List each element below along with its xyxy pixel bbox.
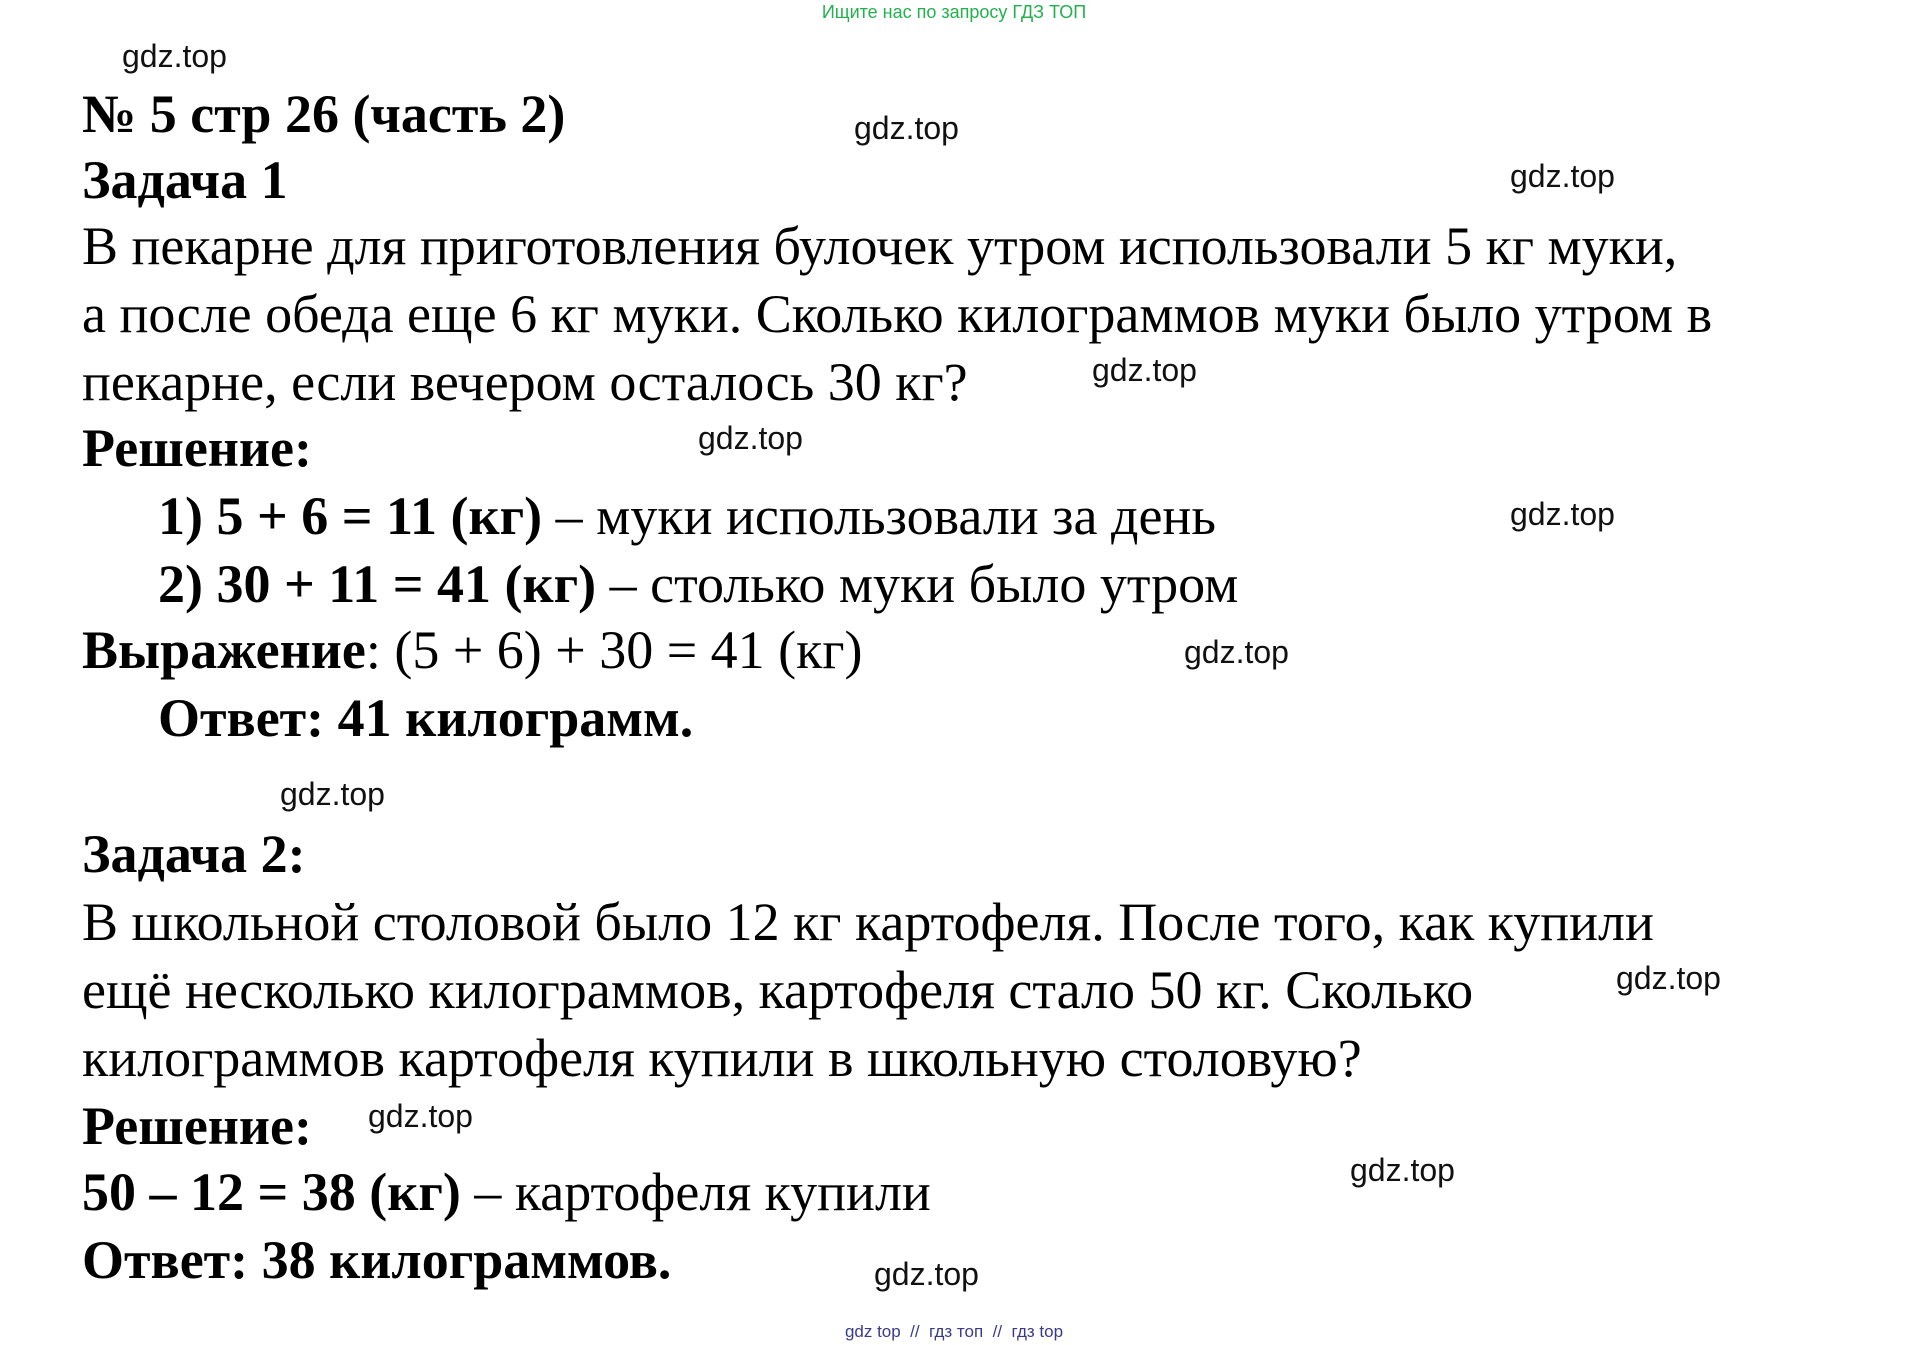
watermark: gdz.top bbox=[122, 38, 227, 74]
watermark: gdz.top bbox=[1616, 960, 1721, 996]
watermark: gdz.top bbox=[854, 110, 959, 146]
step-description: – столько муки было утром bbox=[596, 554, 1239, 614]
task1-expression bbox=[82, 620, 863, 680]
task1-step bbox=[158, 554, 1238, 614]
footer-links: gdz top // гдз топ // гдз top bbox=[844, 1322, 1064, 1341]
page-title: № 5 стр 26 (часть 2) bbox=[82, 84, 566, 144]
step-expression: 30 + 11 = 41 (кг) bbox=[216, 554, 597, 614]
watermark: gdz.top bbox=[1092, 352, 1197, 388]
step-expression: 5 + 6 = 11 (кг) bbox=[216, 486, 543, 546]
task1-heading: Задача 1 bbox=[82, 150, 288, 210]
task1-text-line: пекарне, если вечером осталось 30 кг? bbox=[82, 352, 968, 412]
task2-solution-label: Решение: bbox=[82, 1096, 312, 1156]
watermark: gdz.top bbox=[698, 420, 803, 456]
task2-answer: Ответ: 38 килограммов. bbox=[82, 1230, 672, 1290]
watermark: gdz.top bbox=[1350, 1152, 1455, 1188]
step-description: – картофеля купили bbox=[460, 1162, 931, 1222]
watermark: gdz.top bbox=[1184, 634, 1289, 670]
task2-heading: Задача 2: bbox=[82, 824, 306, 884]
task1-solution-label: Решение: bbox=[82, 418, 312, 478]
watermark: gdz.top bbox=[1510, 158, 1615, 194]
step-description: – муки использовали за день bbox=[542, 486, 1216, 546]
search-banner: Ищите нас по запросу ГДЗ ТОП bbox=[821, 2, 1087, 22]
task1-text-line: В пекарне для приготовления булочек утром использовали 5 кг муки, bbox=[82, 216, 1678, 276]
step-expression: 50 – 12 = 38 (кг) bbox=[82, 1162, 461, 1222]
task2-text-line: ещё несколько килограммов, картофеля стало 50 кг. Сколько bbox=[82, 960, 1474, 1020]
task2-step bbox=[82, 1162, 931, 1222]
task1-text-line: а после обеда еще 6 кг муки. Сколько килограммов муки было утром в bbox=[82, 284, 1713, 344]
task1-answer: Ответ: 41 килограмм. bbox=[158, 688, 694, 748]
watermark: gdz.top bbox=[368, 1098, 473, 1134]
watermark: gdz.top bbox=[874, 1256, 979, 1292]
step-number: 1) bbox=[158, 486, 203, 546]
task2-text-line: В школьной столовой было 12 кг картофеля. После того, как купили bbox=[82, 892, 1654, 952]
expression-label: Выражение bbox=[82, 620, 366, 680]
watermark: gdz.top bbox=[280, 776, 385, 812]
step-number: 2) bbox=[158, 554, 203, 614]
task1-step bbox=[158, 486, 1216, 546]
watermark: gdz.top bbox=[1510, 496, 1615, 532]
expression-value: : (5 + 6) + 30 = 41 (кг) bbox=[365, 620, 863, 680]
task2-text-line: килограммов картофеля купили в школьную столовую? bbox=[82, 1028, 1362, 1088]
